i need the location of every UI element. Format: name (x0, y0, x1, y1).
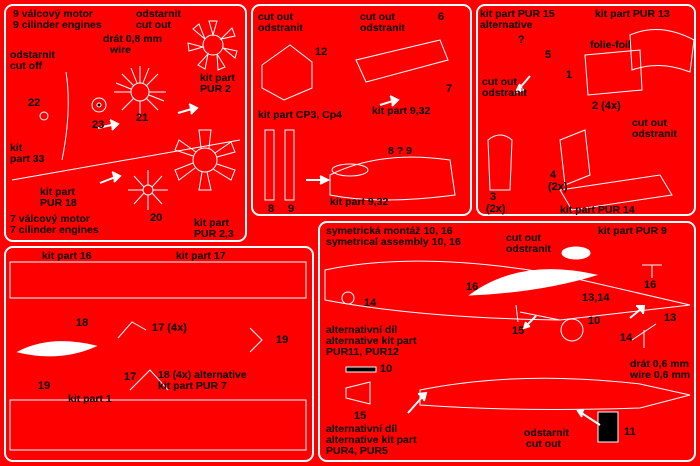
label-kit16: kit part 16 (42, 250, 92, 262)
label-kit14: kit part PUR 14 (560, 204, 635, 216)
label-cut-cs: odstranit (258, 22, 303, 34)
label-alt2-b: alternative kit part (326, 434, 417, 446)
label-cut-en: cut out (258, 11, 293, 23)
part-number-15-b: 15 (354, 410, 367, 422)
label-sym-en: symetrical assembly 10, 16 (326, 236, 461, 248)
part-number-19-a: 19 (276, 334, 289, 346)
part-9-32-frame (356, 40, 448, 82)
label-kit-pur23-b: PUR 2,3 (194, 228, 234, 240)
part-number-18: 18 (76, 317, 89, 329)
part-number-23: 23 (92, 119, 105, 131)
propeller-blade (62, 72, 68, 160)
label-kit-pur2-b: PUR 2 (200, 83, 231, 95)
label-question: ? (518, 34, 525, 46)
label-cut-en-br-2: cut out (526, 438, 561, 450)
label-cut-cs-tr-2: odstranit (632, 128, 677, 140)
label-kit13: kit part PUR 13 (595, 8, 670, 20)
wheel-14 (342, 292, 354, 304)
part-number-9: 9 (288, 203, 295, 215)
arrow (100, 172, 120, 183)
label-engine9-cs: 9 válcový motor (13, 8, 93, 20)
label-sym-cs: symetrická montáž 10, 16 (326, 225, 453, 237)
arrow (306, 176, 328, 184)
label-alt1-a: alternativní díl (326, 324, 398, 336)
tail-skid (642, 265, 662, 278)
part-number-6: 6 (438, 11, 445, 23)
radial-engine-7 (175, 130, 235, 190)
label-engine7-en: 7 cilinder engines (10, 224, 99, 236)
part-number-3: 3 (490, 191, 497, 203)
label-cut-en-tr-2: cut out (632, 117, 667, 129)
cowl-ring (562, 247, 590, 259)
wheel-10 (561, 319, 583, 341)
label-kit-9-32-b: kit part 9,32 (330, 196, 389, 208)
part-number-2-4x: 2 (4x) (592, 100, 621, 112)
part-number-16-b: 16 (644, 279, 657, 291)
part-number-14-a: 14 (364, 297, 377, 309)
arrow (408, 393, 426, 413)
label-kit9: kit part PUR 9 (598, 225, 667, 237)
label-cut-en-br: cut out (506, 232, 541, 244)
label-kit-9-32: kit part 9,32 (372, 105, 431, 117)
part-number-8: 8 (268, 203, 275, 215)
part-11-grille (598, 412, 618, 442)
label-cut-cs-2: odstranit (360, 22, 405, 34)
part-8-strip (265, 130, 274, 200)
label-kit1: kit part 1 (68, 393, 112, 405)
label-kit-pur2-a: kit part (200, 72, 236, 84)
label-kit-pur23-a: kit part (194, 217, 230, 229)
wing-rib-19 (18, 342, 96, 356)
label-cut-cs-1: odstarnit (136, 8, 181, 20)
part-number-19-b: 19 (38, 380, 51, 392)
seat-3 (488, 135, 512, 190)
part-number-4: 4 (550, 169, 557, 181)
label-kit-pur18-b: PUR 18 (40, 197, 77, 209)
part-number-10-b: 10 (380, 363, 393, 375)
label-cut-cs-2: odstarnit (10, 49, 55, 61)
arrow (578, 410, 600, 425)
arrow (178, 104, 197, 114)
upper-wing (10, 262, 306, 298)
label-13-14: 13,14 (582, 292, 610, 304)
label-alt-a: 18 (4x) alternative (158, 369, 247, 381)
label-engine7-cs: 7 válcový motor (10, 213, 90, 225)
part-9-32-ring (332, 164, 368, 176)
label-alt1-c: PUR11, PUR12 (326, 346, 399, 358)
part-12-box (262, 45, 312, 100)
label-kit33-b: part 33 (10, 153, 45, 165)
part-10-bar (346, 367, 376, 372)
prop-13 (632, 324, 656, 348)
part-number-17: 17 (124, 371, 137, 383)
label-cut-en-2: cut off (10, 60, 43, 72)
label-wire-cs: drát 0,8 mm (103, 33, 162, 45)
label-cut-en-2: cut out (360, 11, 395, 23)
label-kit15-a: kit part PUR 15 (480, 8, 555, 20)
part-number-15-a: 15 (512, 325, 525, 337)
label-cut-cs-br-2: odstarnit (524, 427, 569, 439)
part-9-strip (285, 130, 294, 200)
seat-4 (560, 130, 590, 185)
part-number-11: 11 (624, 426, 636, 438)
label-alt1-b: alternative kit part (326, 335, 417, 347)
part-number-5: 5 (545, 49, 552, 61)
part-number-10-a: 10 (588, 315, 601, 327)
label-wire-en-br: wire 0,6 mm (630, 369, 691, 381)
exhaust-ring-20 (128, 170, 168, 210)
wing-16-shape (470, 270, 596, 295)
part-number-13: 13 (664, 312, 677, 324)
part-number-20: 20 (150, 212, 163, 224)
strut-17 (118, 322, 146, 338)
arrow (524, 316, 536, 328)
foil-1 (585, 50, 642, 95)
label-wire-cs-br: drát 0,6 mm (630, 358, 689, 370)
label-alt2-c: PUR4, PUR5 (326, 445, 388, 457)
label-cut-cs-tr: odstranit (482, 87, 527, 99)
label-wire-en: wire (110, 44, 132, 56)
label-engine9-en: 9 cilinder engines (13, 19, 102, 31)
part-number-22: 22 (28, 97, 41, 109)
part-number-12: 12 (315, 46, 328, 58)
part-number-7: 7 (446, 83, 453, 95)
label-kit33-a: kit (10, 142, 23, 154)
label-alt-b: kit part PUR 7 (158, 380, 227, 392)
radial-engine-9 (188, 21, 237, 70)
label-kit-pur18-a: kit part (40, 186, 76, 198)
label-folie: folie-foil (590, 39, 631, 51)
part-number-1: 1 (566, 69, 573, 81)
part-number-14-b: 14 (620, 332, 633, 344)
guide-line (12, 140, 240, 180)
label-2x-a: (2x) (548, 181, 568, 193)
label-cut-en-1: cut out (136, 19, 171, 31)
label-2x-b: (2x) (486, 203, 506, 215)
label-kit17: kit part 17 (176, 250, 226, 262)
strut-15-alt (346, 382, 370, 404)
label-8-or-9: 8 ? 9 (388, 145, 412, 157)
label-kit-cp: kit part CP3, Cp4 (258, 109, 343, 121)
label-17-4x: 17 (4x) (152, 322, 187, 334)
lower-fuselage (420, 378, 690, 409)
exhaust-ring-21 (114, 66, 166, 118)
label-cut-cs-br: odstranit (506, 243, 551, 255)
label-alt2-a: alternativní díl (326, 423, 398, 435)
label-kit15-b: alternative (480, 19, 533, 31)
strut-19b (250, 328, 262, 352)
part-number-21: 21 (136, 112, 149, 124)
part-22 (40, 112, 48, 120)
label-cut-en-tr: cut out (482, 76, 517, 88)
lower-wing (10, 400, 306, 450)
part-number-16-a: 16 (466, 281, 479, 293)
